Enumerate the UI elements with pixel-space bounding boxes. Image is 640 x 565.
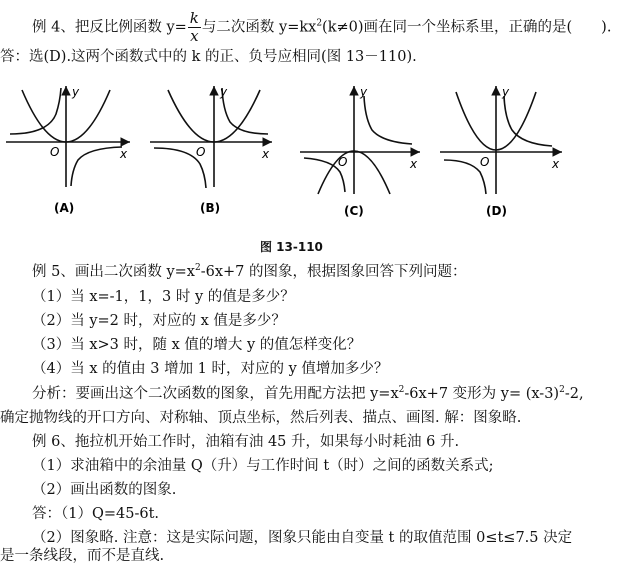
analysis-suffix: -2, (564, 386, 584, 402)
fraction-denominator: x (190, 27, 199, 45)
panel-label-c: (C) (344, 204, 364, 218)
example5-analysis (32, 385, 584, 403)
graph-panel-d (440, 86, 562, 194)
figure-caption: 图 13-110 (260, 240, 323, 254)
panel-label-a: (A) (54, 201, 75, 215)
example4-question-middle: 与二次函数 y=kx (201, 19, 317, 36)
example5-superscript: 2 (194, 263, 201, 273)
origin-label: O (480, 155, 490, 169)
example4-answer: 答：选(D).这两个函数式中的 k 的正、负号应相同(图 13－110). (0, 49, 417, 65)
example6-title: 例 6、拖拉机开始工作时，油箱有油 45 升，如果每小时耗油 6 升. (32, 434, 460, 450)
example4-superscript: 2 (316, 18, 323, 29)
example6-answer-2: （2）图象略. 注意：这是实际问题，图象只能由自变量 t 的取值范围 0≤t≤7.5 决定 (32, 530, 573, 546)
y-axis-label: y (220, 85, 228, 99)
inverse-function-fraction (188, 10, 201, 45)
x-axis-label: x (120, 147, 128, 161)
hyperbola-branch-right (222, 88, 268, 134)
example5-question-1: （1）当 x=-1，1，3 时 y 的值是多少？ (32, 289, 295, 305)
example4-question-prefix: 例 4、把反比例函数 y= (32, 19, 187, 36)
example6-question-1: （1）求油箱中的余油量 Q（升）与工作时间 t（时）之间的函数关系式; (32, 458, 494, 474)
y-axis-label: y (502, 85, 510, 99)
origin-label: O (50, 145, 60, 159)
example5-title-suffix: -6x+7 的图象，根据图象回答下列问题： (200, 264, 467, 280)
example6-question-2: （2）画出函数的图象. (32, 482, 177, 498)
example5-analysis-line-2: 确定抛物线的开口方向、对称轴、顶点坐标，然后列表、描点、画图. 解：图象略. (0, 410, 522, 426)
x-axis-label: x (410, 157, 418, 171)
x-axis-label: x (262, 147, 270, 161)
hyperbola-branch-right (71, 147, 122, 186)
y-axis-label: y (360, 85, 368, 99)
example4-question (32, 10, 611, 45)
panel-label-d: (D) (486, 204, 507, 218)
analysis-prefix: 分析：要画出这个二次函数的图象，首先用配方法把 y=x (32, 386, 399, 402)
graph-panel-a (6, 86, 130, 187)
example5-question-2: （2）当 y=2 时，对应的 x 值是多少？ (32, 313, 286, 329)
analysis-superscript-1: 2 (398, 385, 405, 395)
hyperbola-branch-right (364, 96, 412, 144)
origin-label: O (196, 145, 206, 159)
analysis-superscript-2: 2 (559, 385, 565, 395)
example5-title-prefix: 例 5、画出二次函数 y=x (32, 264, 195, 280)
origin-label: O (338, 155, 348, 169)
graph-panel-c (300, 86, 420, 194)
x-axis-label: x (552, 157, 560, 171)
analysis-middle: -6x+7 变形为 y= (x-3) (404, 386, 560, 402)
hyperbola-branch-left (10, 88, 61, 134)
example5-question-4: （4）当 x 的值由 3 增加 1 时，对应的 y 值增加多少？ (32, 361, 389, 377)
y-axis-label: y (72, 85, 80, 99)
example6-answer-1: 答：（1）Q=45-6t. (32, 506, 160, 522)
figure-13-110 (0, 82, 640, 232)
graph-panel-b (150, 86, 272, 188)
example6-answer-2-line-2: 是一条线段，而不是直线. (0, 548, 165, 564)
example5-question-3: （3）当 x>3 时，随 x 值的增大 y 的值怎样变化？ (32, 337, 362, 353)
panel-label-b: (B) (200, 201, 221, 215)
fraction-numerator: k (189, 9, 199, 27)
example4-question-suffix: (k≠0)画在同一个坐标系里，正确的是( ). (322, 19, 612, 36)
hyperbola-branch-right (504, 96, 552, 146)
example5-title (32, 263, 467, 281)
